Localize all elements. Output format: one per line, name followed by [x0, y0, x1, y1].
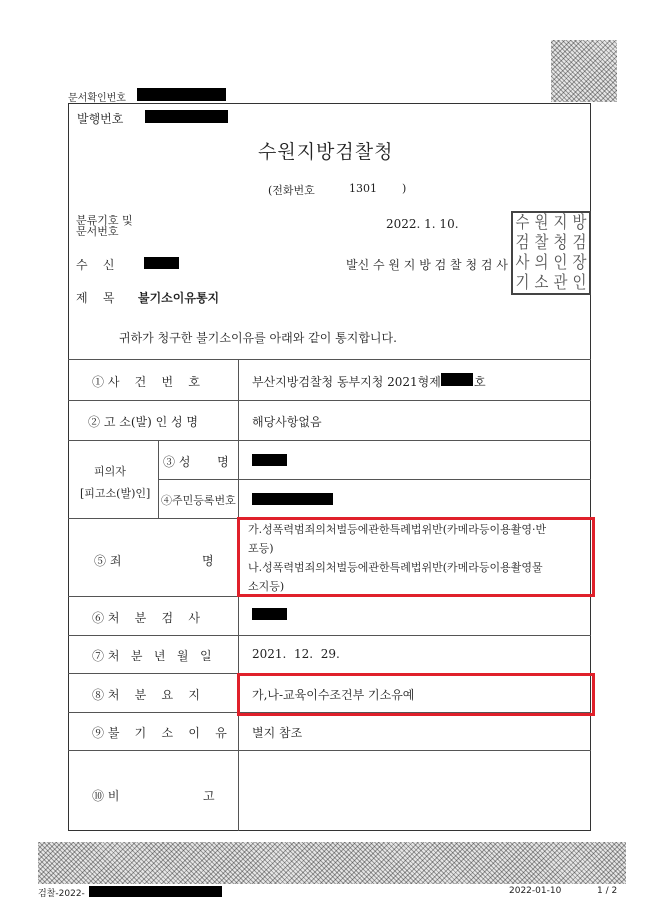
reason-value: 별지 참조	[252, 726, 303, 740]
phone-label: (전화번호	[268, 184, 315, 197]
footer-page: 1 / 2	[597, 886, 618, 896]
issue-no-label: 발행번호	[77, 112, 124, 126]
class-label-2: 문서번호	[76, 225, 119, 238]
recipient-label: 수 신	[76, 258, 115, 272]
seal-char: 지	[553, 213, 568, 233]
charge-1a: 가.성폭력범죄의처벌등에관한특례법위반(카메라등이용촬영·반	[248, 523, 547, 536]
table-rule	[68, 440, 591, 441]
sender: 발신 수 원 지 방 검 찰 청 검 사	[346, 258, 508, 272]
phone-value: 1301	[349, 182, 377, 195]
complainant-value: 해당사항없음	[252, 415, 322, 429]
disposition-date-value: 2021. 12. 29.	[252, 647, 340, 661]
intro-text: 귀하가 청구한 불기소이유를 아래와 같이 통지합니다.	[119, 331, 397, 345]
seal-char: 인	[553, 253, 568, 273]
case-number-value-a: 부산지방검찰청 동부지청 2021형제	[252, 375, 441, 389]
complainant-label: ② 고 소(발) 인 성 명	[88, 415, 198, 429]
remark-label-b: 고	[203, 789, 215, 803]
bottom-noise-strip	[38, 842, 626, 884]
issue-date: 2022. 1. 10.	[386, 217, 459, 231]
table-rule	[68, 750, 591, 751]
highlight-box-gist	[237, 673, 595, 716]
top-right-noise-block	[551, 40, 617, 102]
redacted-footer-number	[89, 886, 222, 897]
table-rule	[68, 400, 591, 401]
official-seal	[511, 211, 591, 295]
class-label-1: 분류기호 및	[76, 214, 133, 227]
prosecutor-label: ⑥ 처 분 검 사	[92, 611, 200, 625]
agency-title: 수원지방검찰청	[258, 141, 394, 163]
redacted-prosecutor	[252, 608, 287, 620]
suspect-label-2: [피고소(발)인]	[80, 487, 151, 500]
subject: 불기소이유통지	[138, 291, 220, 305]
case-number-label: ① 사 건 번 호	[92, 375, 200, 389]
remark-label-a: ⑩ 비	[92, 789, 120, 803]
rrn-label: ④주민등록번호	[161, 494, 236, 507]
redacted-rrn	[252, 493, 333, 505]
seal-char: 관	[553, 273, 568, 293]
seal-char: 찰	[534, 233, 549, 253]
suspect-label-1: 피의자	[94, 465, 126, 478]
footer-doc-number: 검찰-2022-	[38, 889, 85, 899]
seal-char: 방	[572, 213, 587, 233]
redacted-recipient	[144, 257, 179, 269]
redacted-suspect-name	[252, 454, 287, 466]
subject-label: 제 목	[76, 291, 115, 305]
seal-char: 소	[534, 273, 549, 293]
doc-confirm-label: 문서확인번호	[68, 93, 126, 104]
seal-char: 검	[515, 233, 530, 253]
table-rule	[68, 635, 591, 636]
charge-1b: 포등)	[248, 542, 274, 555]
footer-date: 2022-01-10	[509, 886, 562, 896]
phone-close: )	[402, 182, 407, 195]
seal-char: 의	[534, 253, 549, 273]
redacted-case-number	[441, 373, 473, 386]
charge-2b: 소지등)	[248, 580, 285, 593]
highlight-box-charges	[237, 517, 595, 597]
seal-char: 수	[515, 213, 530, 233]
seal-char: 청	[553, 233, 568, 253]
charge-2a: 나.성폭력범죄의처벌등에관한특례법위반(카메라등이용촬영물	[248, 561, 543, 574]
seal-char: 검	[572, 233, 587, 253]
charge-label-b: 명	[202, 554, 214, 568]
disposition-date-label: ⑦ 처 분 년 월 일	[92, 649, 212, 663]
table-rule	[158, 479, 591, 480]
charge-label-a: ⑤ 죄	[94, 554, 122, 568]
table-column-rule	[158, 440, 159, 518]
seal-char: 원	[534, 213, 549, 233]
seal-char: 기	[515, 273, 530, 293]
gist-label: ⑧ 처 분 요 지	[92, 688, 200, 702]
name-label: ③ 성 명	[163, 455, 229, 469]
seal-char: 사	[515, 253, 530, 273]
seal-char: 인	[572, 273, 587, 293]
reason-label: ⑨ 불 기 소 이 유	[92, 726, 227, 740]
redacted-confirm-number	[137, 88, 226, 101]
case-number-value-b: 호	[474, 375, 486, 389]
gist-value: 가,나-교육이수조건부 기소유예	[252, 688, 415, 702]
redacted-issue-number	[145, 110, 228, 123]
table-rule	[68, 359, 591, 360]
seal-char: 장	[572, 253, 587, 273]
